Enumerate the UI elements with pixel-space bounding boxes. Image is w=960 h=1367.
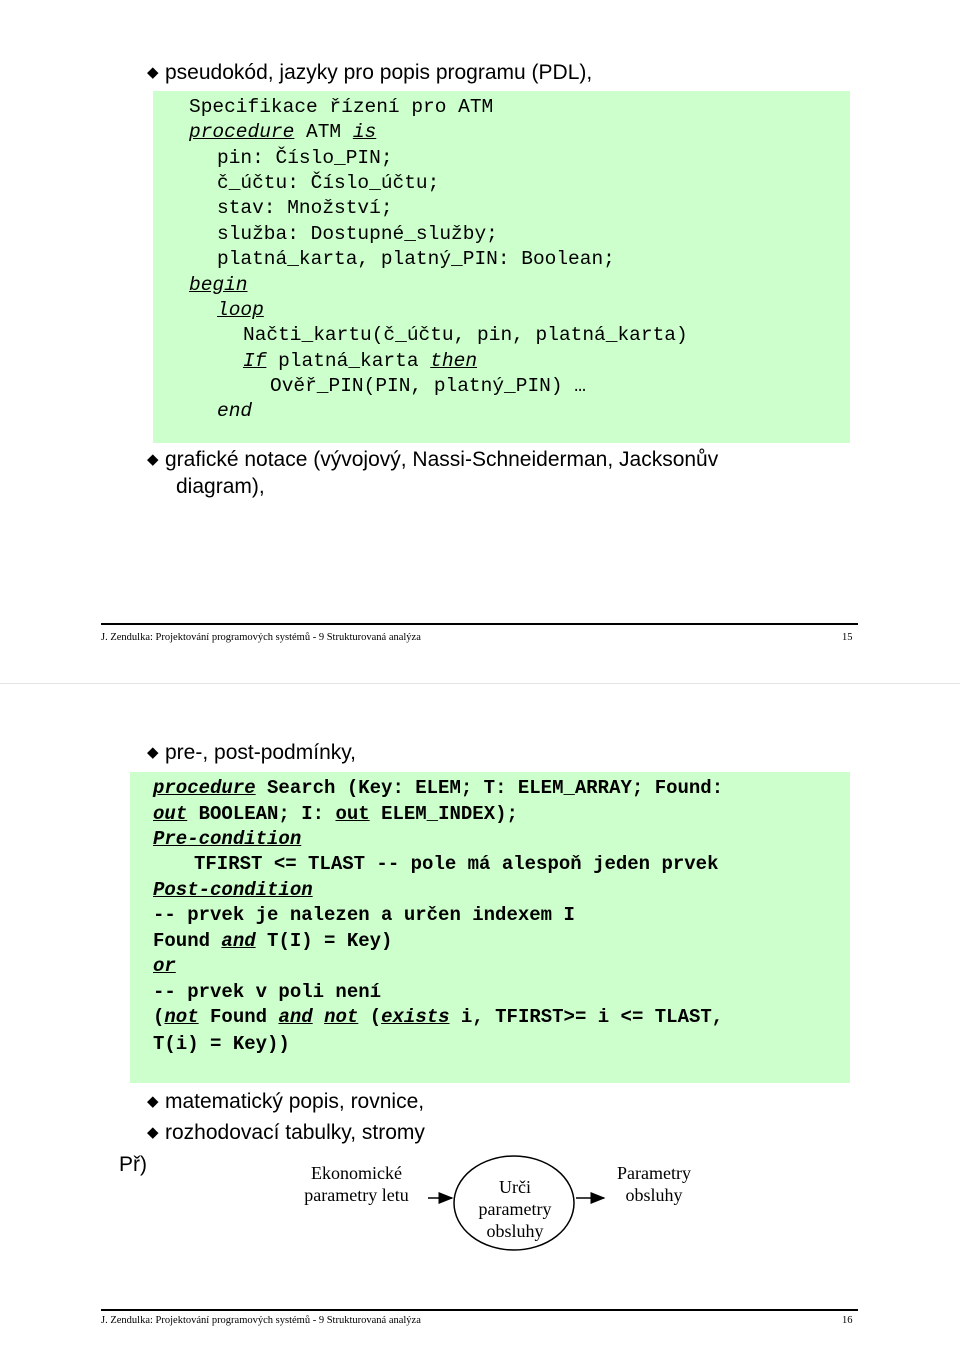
bullet-tables-text: rozhodovací tabulky, stromy (165, 1121, 425, 1144)
input-flow-label (284, 1162, 429, 1206)
input-flow-line: parametry letu (304, 1185, 409, 1205)
diamond-bullet-icon: ◆ (147, 1093, 159, 1110)
diamond-bullet-icon: ◆ (147, 744, 159, 761)
code-line: TFIRST <= TLAST -- pole má alespoň jeden prvek (194, 853, 719, 875)
code-line: stav: Množství; (217, 197, 393, 219)
bullet-math-text: matematický popis, rovnice, (165, 1090, 425, 1113)
bullet-pdl-text: pseudokód, jazyky pro popis programu (PDL), (165, 61, 593, 84)
keyword: or (153, 955, 176, 977)
keyword: If (243, 350, 267, 372)
keyword: loop (217, 299, 264, 321)
code-line: pin: Číslo_PIN; (217, 147, 393, 169)
keyword: Post-condition (153, 879, 313, 901)
code-text: ATM (294, 121, 353, 143)
code-line: -- prvek v poli není (153, 981, 382, 1003)
code-text: Search (Key: ELEM; T: ELEM_ARRAY; Found: (255, 777, 724, 799)
code-text: ( (153, 1006, 165, 1028)
code-line: Ověř_PIN(PIN, platný_PIN) … (270, 375, 586, 397)
keyword: then (430, 350, 478, 372)
keyword: procedure (153, 777, 256, 799)
input-flow-line: Ekonomické (311, 1163, 402, 1183)
keyword: out (335, 803, 370, 825)
code-text: platná_karta (266, 350, 431, 372)
code-line: Specifikace řízení pro ATM (189, 96, 494, 118)
code-text: ( (358, 1006, 382, 1028)
keyword: procedure (189, 121, 295, 143)
code-line: T(i) = Key)) (153, 1033, 290, 1055)
code-line: -- prvek je nalezen a určen indexem I (153, 904, 575, 926)
keyword: out (153, 803, 188, 825)
page-number: 16 (842, 1315, 853, 1326)
diamond-bullet-icon: ◆ (147, 64, 159, 81)
code-line: Načti_kartu(č_účtu, pin, platná_karta) (243, 324, 688, 346)
footer-rule (101, 1309, 858, 1311)
keyword: and (221, 930, 256, 952)
bullet-graphic-cont: diagram), (176, 475, 265, 498)
footer-text: J. Zendulka: Projektování programových systémů - 9 Strukturovaná analýza (101, 632, 421, 643)
code-line: platná_karta, platný_PIN: Boolean; (217, 248, 615, 270)
diamond-bullet-icon: ◆ (147, 451, 159, 468)
keyword: not (164, 1006, 199, 1028)
output-flow-label (598, 1162, 710, 1206)
process-line: obsluhy (486, 1221, 544, 1241)
code-text: T(I) = Key) (255, 930, 393, 952)
process-line: Urči (499, 1177, 531, 1197)
page-number: 15 (842, 632, 853, 643)
keyword: not (324, 1006, 359, 1028)
code-line: č_účtu: Číslo_účtu; (217, 172, 440, 194)
code-text: Found (153, 930, 222, 952)
example-label: Př) (119, 1153, 147, 1176)
output-flow-line: Parametry (617, 1163, 691, 1183)
process-line: parametry (478, 1199, 552, 1219)
diamond-bullet-icon: ◆ (147, 1124, 159, 1141)
keyword: is (352, 121, 377, 143)
keyword: Pre-condition (153, 828, 302, 850)
code-text: ELEM_INDEX); (369, 803, 518, 825)
keyword: exists (381, 1006, 450, 1028)
keyword: begin (189, 274, 248, 296)
process-label (462, 1176, 568, 1242)
keyword: end (217, 400, 253, 422)
code-text: Found (198, 1006, 279, 1028)
bullet-pre-post-text: pre-, post-podmínky, (165, 741, 357, 764)
footer-text: J. Zendulka: Projektování programových systémů - 9 Strukturovaná analýza (101, 1315, 421, 1326)
output-flow-line: obsluhy (625, 1185, 683, 1205)
keyword: and (278, 1006, 313, 1028)
code-text: i, TFIRST>= i <= TLAST, (449, 1006, 724, 1028)
bullet-graphic-text: grafické notace (vývojový, Nassi-Schneiderman, Jacksonův (165, 448, 719, 471)
code-line: služba: Dostupné_služby; (217, 223, 498, 245)
code-text: BOOLEAN; I: (187, 803, 336, 825)
